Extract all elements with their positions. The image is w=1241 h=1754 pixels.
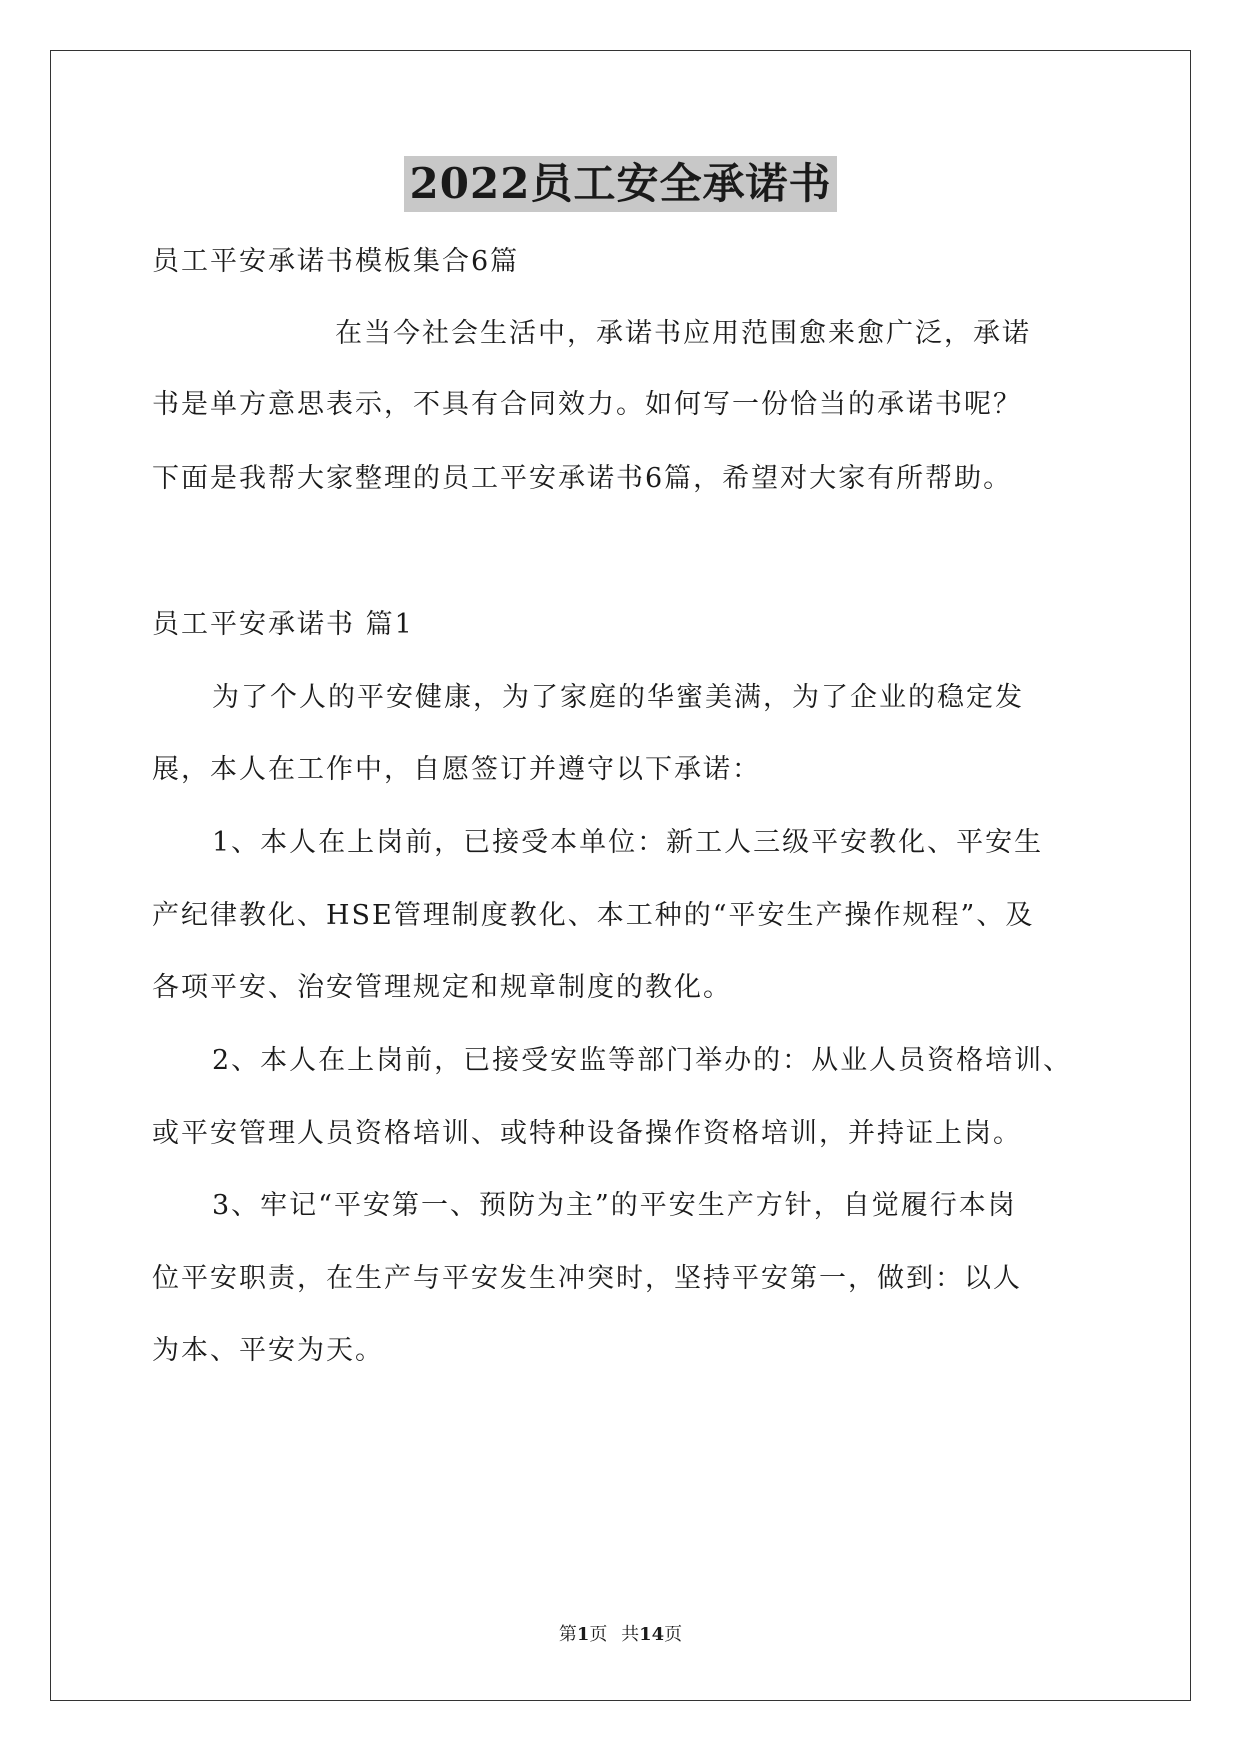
page-unit: 页 [589, 1624, 608, 1645]
title-container [0, 156, 1241, 212]
paragraph-line: 2、本人在上岗前，已接受安监等部门举办的：从业人员资格培训、 [212, 1045, 1073, 1076]
page-total: 14 [639, 1624, 665, 1645]
total-unit: 页 [664, 1624, 683, 1645]
paragraph-line: 各项平安、治安管理规定和规章制度的教化。 [152, 972, 732, 1003]
page-prefix: 第 [558, 1624, 577, 1645]
total-prefix: 共 [621, 1624, 640, 1645]
paragraph-line: 书是单方意思表示，不具有合同效力。如何写一份恰当的承诺书呢？ [152, 389, 1022, 420]
paragraph-line: 产纪律教化、HSE管理制度教化、本工种的“平安生产操作规程”、及 [152, 900, 1035, 931]
paragraph-line: 为了个人的平安健康，为了家庭的华蜜美满，为了企业的稳定发 [212, 682, 1024, 713]
paragraph-line: 1、本人在上岗前，已接受本单位：新工人三级平安教化、平安生 [212, 827, 1044, 858]
page-footer [0, 1623, 1241, 1647]
paragraph-line: 3、牢记“平安第一、预防为主”的平安生产方针，自觉履行本岗 [212, 1190, 1017, 1221]
paragraph-line: 位平安职责，在生产与平安发生冲突时，坚持平安第一，做到：以人 [152, 1263, 1022, 1294]
paragraph-line: 或平安管理人员资格培训、或特种设备操作资格培训，并持证上岗。 [152, 1118, 1022, 1149]
document-title: 2022员工安全承诺书 [404, 156, 838, 212]
section-heading: 员工平安承诺书 篇1 [152, 609, 414, 640]
paragraph-line: 在当今社会生活中，承诺书应用范围愈来愈广泛，承诺 [335, 318, 1031, 349]
paragraph-line: 为本、平安为天。 [152, 1335, 384, 1366]
paragraph-line: 展，本人在工作中，自愿签订并遵守以下承诺： [152, 754, 761, 785]
subtitle-line: 员工平安承诺书模板集合6篇 [152, 246, 520, 277]
page-current: 1 [576, 1624, 590, 1645]
paragraph-line: 下面是我帮大家整理的员工平安承诺书6篇，希望对大家有所帮助。 [152, 463, 1013, 494]
page-border [50, 50, 1191, 1701]
